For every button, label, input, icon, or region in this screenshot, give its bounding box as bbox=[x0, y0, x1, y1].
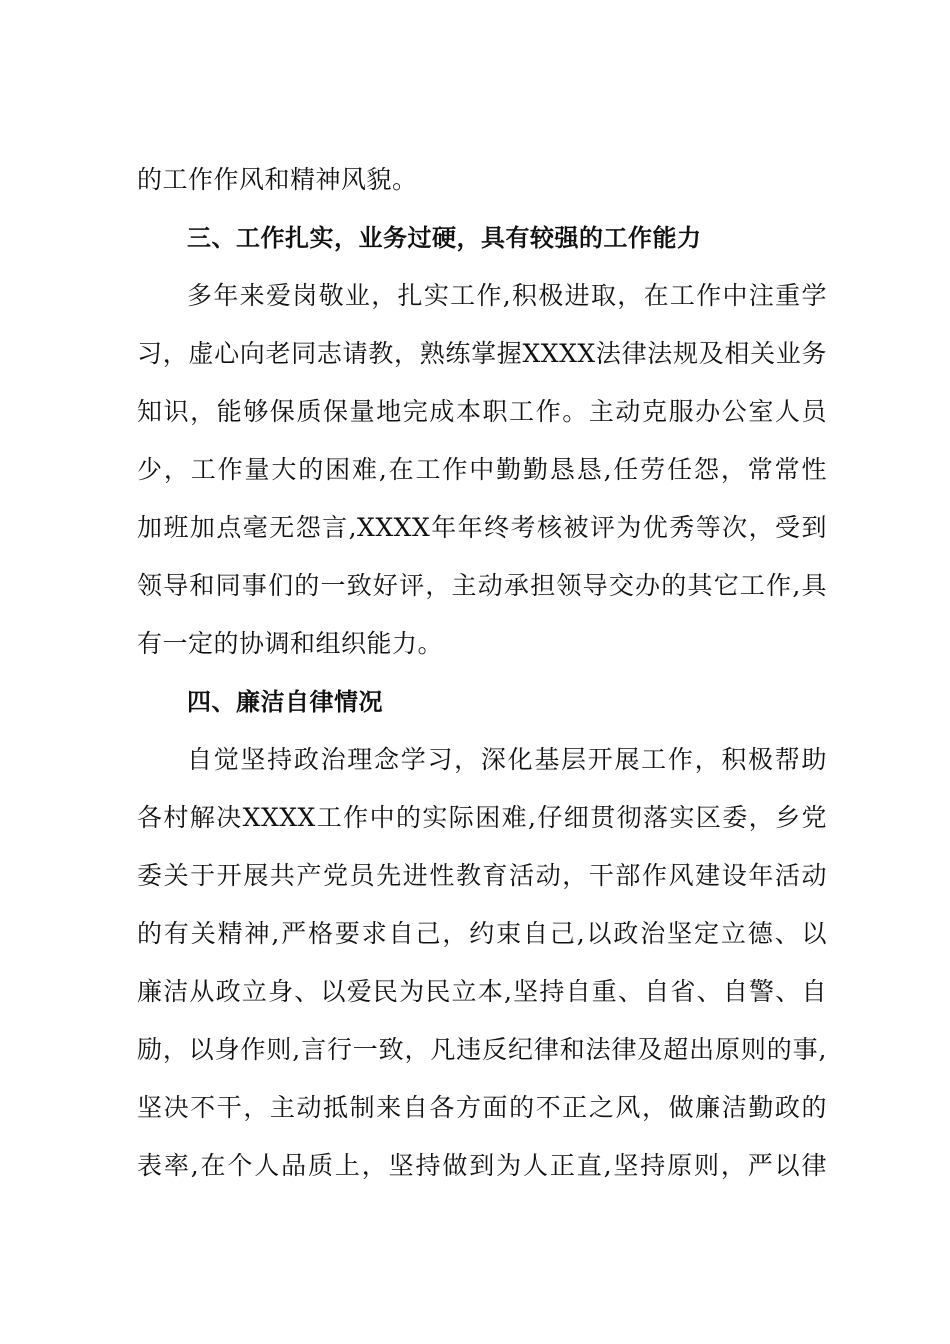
paragraph-line: 表率,在个人品质上，坚持做到为人正直,坚持原则，严以律 bbox=[137, 1151, 827, 1180]
section-heading-4: 四、廉洁自律情况 bbox=[187, 688, 383, 716]
paragraph-line: 廉洁从政立身、以爱民为民立本,坚持自重、自省、自警、自 bbox=[137, 977, 827, 1006]
paragraph-line: 坚决不干，主动抵制来自各方面的不正之风，做廉洁勤政的 bbox=[137, 1093, 827, 1122]
paragraph-line: 自觉坚持政治理念学习，深化基层开展工作，积极帮助 bbox=[187, 745, 827, 774]
paragraph-line: 多年来爱岗敬业，扎实工作,积极进取，在工作中注重学 bbox=[187, 281, 827, 310]
paragraph-line: 励，以身作则,言行一致，凡违反纪律和法律及超出原则的事, bbox=[137, 1035, 827, 1064]
paragraph-line: 领导和同事们的一致好评，主动承担领导交办的其它工作,具 bbox=[137, 571, 827, 600]
paragraph-line: 少，工作量大的困难,在工作中勤勤恳恳,任劳任怨，常常性 bbox=[137, 455, 827, 484]
paragraph-line: 知识，能够保质保量地完成本职工作。主动克服办公室人员 bbox=[137, 397, 827, 426]
paragraph-line: 各村解决XXXX工作中的实际困难,仔细贯彻落实区委，乡党 bbox=[137, 803, 827, 832]
paragraph-line: 委关于开展共产党员先进性教育活动，干部作风建设年活动 bbox=[137, 861, 827, 890]
section-heading-3: 三、工作扎实，业务过硬，具有较强的工作能力 bbox=[187, 224, 702, 252]
paragraph-line: 的有关精神,严格要求自己，约束自己,以政治坚定立德、以 bbox=[137, 919, 827, 948]
paragraph-line: 有一定的协调和组织能力。 bbox=[137, 629, 444, 658]
paragraph-line: 加班加点毫无怨言,XXXX年年终考核被评为优秀等次，受到 bbox=[137, 513, 827, 542]
paragraph-line: 习，虚心向老同志请教，熟练掌握XXXX法律法规及相关业务 bbox=[137, 339, 827, 368]
paragraph-line: 的工作作风和精神风貌。 bbox=[137, 165, 418, 194]
